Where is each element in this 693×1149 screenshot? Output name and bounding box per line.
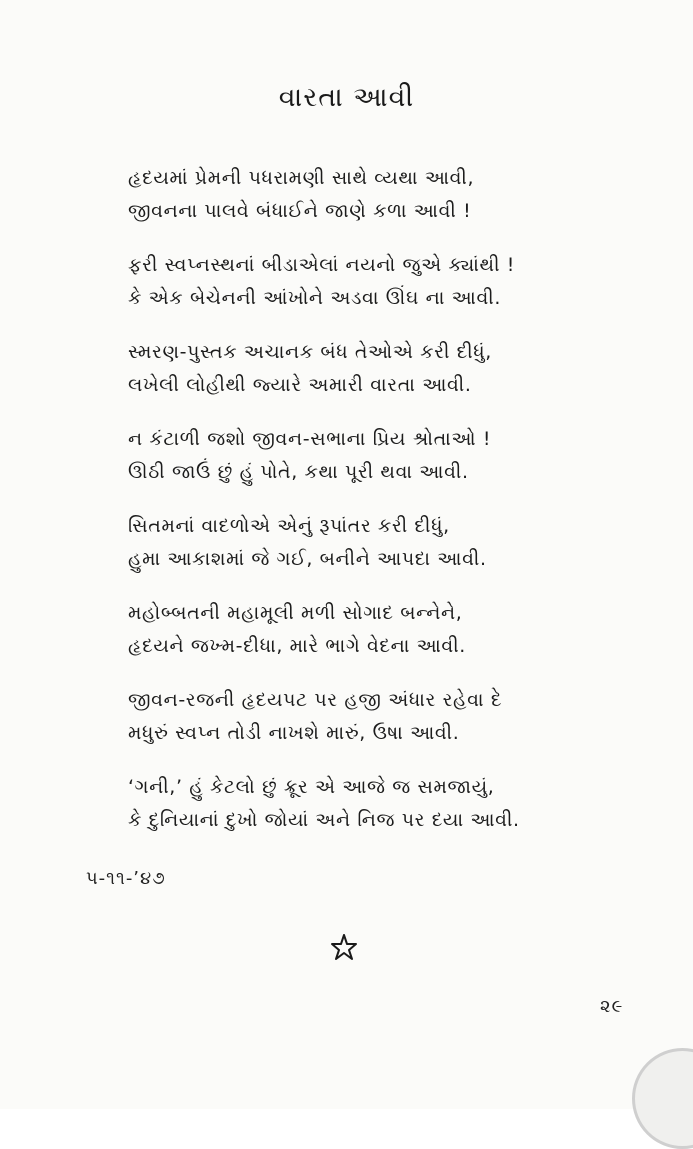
stanza-1 (128, 162, 558, 228)
poem-line: હૃદયને જખ્મ-દીધા, મારે ભાગે વેદના આવી. (128, 635, 466, 657)
stanza-7 (128, 684, 558, 750)
stanza-5 (128, 510, 558, 576)
poem-line: લખેલી લોહીથી જ્યારે અમારી વારતા આવી. (128, 374, 472, 396)
poem-line: હુમા આકાશમાં જે ગઈ, બનીને આપદા આવી. (128, 548, 487, 570)
page-corner-decoration (632, 1048, 693, 1149)
poem-line: ‘ગની,’ હું કેટલો છું ક્રૂર એ આજે જ સમજાયું, (128, 776, 495, 798)
page-number: ૨૯ (600, 996, 624, 1017)
poem-line: કે દુનિયાનાં દુખો જોયાં અને નિજ પર દયા આવી. (128, 809, 520, 831)
star-outline-icon (330, 933, 358, 961)
poem-line: જીવન-રજની હૃદયપટ પર હજી અંધાર રહેવા દે (128, 689, 503, 711)
poem-line: મધુરું સ્વપ્ન તોડી નાખશે મારું, ઉષા આવી. (128, 722, 460, 744)
stanza-2 (128, 249, 558, 315)
stanza-4 (128, 423, 558, 489)
poem-line: સિતમનાં વાદળોએ એનું રૂપાંતર કરી દીધું, (128, 515, 450, 537)
poem-date: પ-૧૧-’૪૭ (86, 868, 166, 889)
stanza-3 (128, 336, 558, 402)
stanza-8 (128, 771, 558, 837)
poem-line: ન કંટાળી જશો જીવન-સભાના પ્રિય શ્રોતાઓ ! (128, 428, 492, 450)
poem-line: હૃદયમાં પ્રેમની પધરામણી સાથે વ્યથા આવી, (128, 167, 475, 189)
poem-line: સ્મરણ-પુસ્તક અચાનક બંધ તેઓએ કરી દીધું, (128, 341, 492, 363)
poem-line: જીવનના પાલવે બંધાઈને જાણે કળા આવી ! (128, 200, 472, 222)
poem-line: ઊઠી જાઉં છું હું પોતે, કથા પૂરી થવા આવી. (128, 461, 469, 483)
poem-title: વારતા આવી (278, 82, 415, 113)
stanza-6 (128, 597, 558, 663)
poem-line: કે એક બેચેનની આંખોને અડવા ઊંઘ ના આવી. (128, 287, 501, 309)
poem-line: મહોબ્બતની મહામૂલી મળી સોગાદ બન્નેને, (128, 602, 463, 624)
poem-line: ફરી સ્વપ્નસ્થનાં બીડાએલાં નયનો જુએ ક્યાંથી ! (128, 254, 515, 276)
